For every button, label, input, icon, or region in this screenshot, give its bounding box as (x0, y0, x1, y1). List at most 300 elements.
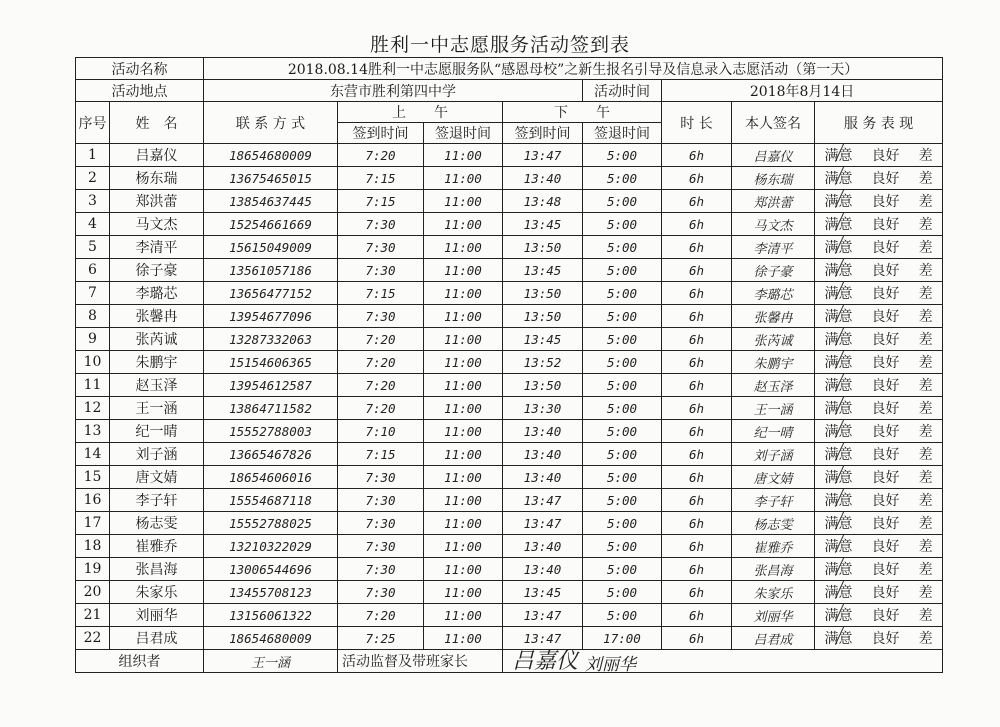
phone-cell: 13675465015 (204, 167, 338, 190)
pm-out-cell: 5:00 (583, 535, 662, 558)
pm-in-cell: 13:47 (503, 489, 583, 512)
am-out-cell: 11:00 (424, 190, 503, 213)
performance-satisfied: 满意 (825, 421, 853, 441)
name-cell: 张馨冉 (110, 305, 204, 328)
am-in-cell: 7:15 (338, 282, 424, 305)
performance-good: 良好 (871, 608, 900, 624)
performance-cell (815, 489, 943, 512)
activity-place-value: 东营市胜利第四中学 (204, 80, 583, 102)
phone-cell: 13156061322 (204, 604, 338, 627)
pm-in-cell: 13:30 (503, 397, 583, 420)
performance-poor: 差 (918, 424, 933, 440)
name-cell: 刘子涵 (110, 443, 204, 466)
performance-poor: 差 (918, 217, 933, 233)
duration-cell: 6h (662, 558, 732, 581)
am-in-cell: 7:20 (338, 144, 424, 167)
performance-cell (815, 305, 943, 328)
seq-cell: 4 (76, 213, 110, 236)
name-cell: 李清平 (110, 236, 204, 259)
pm-sign-in-header: 签到时间 (503, 123, 583, 144)
name-cell: 郑洪蕾 (110, 190, 204, 213)
phone-cell: 13954612587 (204, 374, 338, 397)
pm-out-cell: 5:00 (583, 397, 662, 420)
table-row (76, 420, 943, 443)
table-row (76, 144, 943, 167)
table-row (76, 213, 943, 236)
signature-cell: 刘丽华 (732, 604, 815, 627)
performance-satisfied: 满意 (825, 398, 853, 418)
signature-cell: 杨志雯 (732, 512, 815, 535)
phone-cell: 15615049009 (204, 236, 338, 259)
performance-cell (815, 466, 943, 489)
am-out-cell: 11:00 (424, 282, 503, 305)
duration-cell: 6h (662, 627, 732, 650)
supervisor-label: 活动监督及带班家长 (338, 650, 503, 673)
am-out-cell: 11:00 (424, 466, 503, 489)
am-in-cell: 7:20 (338, 604, 424, 627)
duration-cell: 6h (662, 144, 732, 167)
seq-cell: 11 (76, 374, 110, 397)
pm-out-cell: 5:00 (583, 604, 662, 627)
pm-in-cell: 13:45 (503, 213, 583, 236)
phone-cell: 13665467826 (204, 443, 338, 466)
am-out-cell: 11:00 (424, 328, 503, 351)
signature-cell: 吕嘉仪 (732, 144, 815, 167)
am-in-cell: 7:30 (338, 236, 424, 259)
pm-out-cell: 5:00 (583, 581, 662, 604)
duration-cell: 6h (662, 167, 732, 190)
table-row (76, 558, 943, 581)
name-cell: 朱家乐 (110, 581, 204, 604)
col-contact-header: 联 系 方 式 (204, 102, 338, 144)
performance-satisfied: 满意 (825, 352, 853, 372)
pm-out-cell: 5:00 (583, 558, 662, 581)
performance-good: 良好 (871, 516, 900, 532)
signature-cell: 吕君成 (732, 627, 815, 650)
am-in-cell: 7:10 (338, 420, 424, 443)
am-out-cell: 11:00 (424, 167, 503, 190)
performance-cell (815, 443, 943, 466)
activity-place-label: 活动地点 (76, 80, 204, 102)
performance-satisfied: 满意 (825, 168, 853, 188)
performance-satisfied: 满意 (825, 582, 853, 602)
signature-cell: 杨东瑞 (732, 167, 815, 190)
performance-cell (815, 328, 943, 351)
activity-name-value: 2018.08.14胜利一中志愿服务队“感恩母校”之新生报名引导及信息录入志愿活动（第一天） (204, 58, 943, 80)
performance-poor: 差 (918, 516, 933, 532)
duration-cell: 6h (662, 581, 732, 604)
pm-in-cell: 13:40 (503, 443, 583, 466)
pm-in-cell: 13:45 (503, 581, 583, 604)
signature-cell: 张馨冉 (732, 305, 815, 328)
pm-out-cell: 5:00 (583, 420, 662, 443)
am-in-cell: 7:30 (338, 213, 424, 236)
performance-good: 良好 (871, 562, 900, 578)
table-row (76, 397, 943, 420)
table-row (76, 443, 943, 466)
performance-poor: 差 (918, 585, 933, 601)
col-duration-header: 时 长 (662, 102, 732, 144)
am-out-cell: 11:00 (424, 259, 503, 282)
afternoon-header: 下 午 (503, 102, 662, 123)
signature-cell: 张芮诚 (732, 328, 815, 351)
am-out-cell: 11:00 (424, 558, 503, 581)
performance-poor: 差 (918, 286, 933, 302)
performance-good: 良好 (871, 470, 900, 486)
table-row (76, 535, 943, 558)
pm-in-cell: 13:40 (503, 466, 583, 489)
seq-cell: 7 (76, 282, 110, 305)
pm-in-cell: 13:50 (503, 374, 583, 397)
name-cell: 杨志雯 (110, 512, 204, 535)
performance-poor: 差 (918, 148, 933, 164)
performance-good: 良好 (871, 355, 900, 371)
name-cell: 纪一晴 (110, 420, 204, 443)
performance-poor: 差 (918, 493, 933, 509)
pm-in-cell: 13:52 (503, 351, 583, 374)
performance-satisfied: 满意 (825, 490, 853, 510)
performance-satisfied: 满意 (825, 605, 853, 625)
signature-cell: 崔雅乔 (732, 535, 815, 558)
seq-cell: 22 (76, 627, 110, 650)
signature-cell: 赵玉泽 (732, 374, 815, 397)
name-cell: 徐子豪 (110, 259, 204, 282)
pm-in-cell: 13:40 (503, 167, 583, 190)
am-sign-out-header: 签退时间 (424, 123, 503, 144)
phone-cell: 13864711582 (204, 397, 338, 420)
pm-in-cell: 13:40 (503, 535, 583, 558)
performance-good: 良好 (871, 539, 900, 555)
performance-poor: 差 (918, 309, 933, 325)
phone-cell: 18654606016 (204, 466, 338, 489)
col-seq-header: 序号 (76, 102, 110, 144)
performance-cell (815, 558, 943, 581)
duration-cell: 6h (662, 213, 732, 236)
seq-cell: 3 (76, 190, 110, 213)
performance-satisfied: 满意 (825, 237, 853, 257)
activity-name-label: 活动名称 (76, 58, 204, 80)
performance-cell (815, 167, 943, 190)
phone-cell: 13210322029 (204, 535, 338, 558)
pm-out-cell: 17:00 (583, 627, 662, 650)
supervisor-signature-2: 刘丽华 (585, 655, 636, 675)
table-row (76, 259, 943, 282)
performance-good: 良好 (871, 148, 900, 164)
duration-cell: 6h (662, 443, 732, 466)
seq-cell: 2 (76, 167, 110, 190)
performance-poor: 差 (918, 355, 933, 371)
seq-cell: 14 (76, 443, 110, 466)
performance-cell (815, 512, 943, 535)
organizer-label: 组织者 (76, 650, 204, 673)
table-row (76, 351, 943, 374)
pm-out-cell: 5:00 (583, 466, 662, 489)
performance-good: 良好 (871, 194, 900, 210)
seq-cell: 15 (76, 466, 110, 489)
performance-satisfied: 满意 (825, 214, 853, 234)
performance-good: 良好 (871, 217, 900, 233)
duration-cell: 6h (662, 489, 732, 512)
performance-poor: 差 (918, 378, 933, 394)
signature-cell: 张昌海 (732, 558, 815, 581)
duration-cell: 6h (662, 420, 732, 443)
pm-out-cell: 5:00 (583, 328, 662, 351)
signature-cell: 唐文婧 (732, 466, 815, 489)
table-row (76, 190, 943, 213)
pm-out-cell: 5:00 (583, 374, 662, 397)
organizer-value: 王一涵 (204, 650, 338, 673)
performance-cell (815, 236, 943, 259)
duration-cell: 6h (662, 604, 732, 627)
duration-cell: 6h (662, 259, 732, 282)
name-cell: 朱鹏宇 (110, 351, 204, 374)
phone-cell: 15154606365 (204, 351, 338, 374)
am-in-cell: 7:20 (338, 328, 424, 351)
performance-good: 良好 (871, 309, 900, 325)
performance-poor: 差 (918, 562, 933, 578)
performance-satisfied: 满意 (825, 628, 853, 648)
am-out-cell: 11:00 (424, 305, 503, 328)
pm-in-cell: 13:50 (503, 305, 583, 328)
am-out-cell: 11:00 (424, 604, 503, 627)
performance-poor: 差 (918, 401, 933, 417)
name-cell: 王一涵 (110, 397, 204, 420)
phone-cell: 13656477152 (204, 282, 338, 305)
pm-in-cell: 13:40 (503, 420, 583, 443)
table-row (76, 627, 943, 650)
phone-cell: 13287332063 (204, 328, 338, 351)
pm-in-cell: 13:50 (503, 236, 583, 259)
performance-good: 良好 (871, 286, 900, 302)
name-cell: 赵玉泽 (110, 374, 204, 397)
pm-in-cell: 13:48 (503, 190, 583, 213)
performance-good: 良好 (871, 332, 900, 348)
table-row (76, 512, 943, 535)
col-signature-header: 本人签名 (732, 102, 815, 144)
am-out-cell: 11:00 (424, 489, 503, 512)
am-in-cell: 7:20 (338, 351, 424, 374)
pm-in-cell: 13:47 (503, 512, 583, 535)
performance-cell (815, 259, 943, 282)
performance-satisfied: 满意 (825, 444, 853, 464)
name-cell: 张芮诚 (110, 328, 204, 351)
duration-cell: 6h (662, 282, 732, 305)
performance-cell (815, 397, 943, 420)
am-in-cell: 7:30 (338, 305, 424, 328)
am-in-cell: 7:30 (338, 489, 424, 512)
performance-poor: 差 (918, 263, 933, 279)
performance-cell (815, 190, 943, 213)
table-row (76, 581, 943, 604)
performance-poor: 差 (918, 631, 933, 647)
seq-cell: 17 (76, 512, 110, 535)
performance-good: 良好 (871, 240, 900, 256)
performance-poor: 差 (918, 332, 933, 348)
signature-cell: 朱家乐 (732, 581, 815, 604)
activity-name-row (76, 58, 943, 80)
performance-good: 良好 (871, 378, 900, 394)
duration-cell: 6h (662, 328, 732, 351)
col-name-header: 姓 名 (110, 102, 204, 144)
pm-out-cell: 5:00 (583, 144, 662, 167)
am-out-cell: 11:00 (424, 397, 503, 420)
am-in-cell: 7:30 (338, 581, 424, 604)
seq-cell: 18 (76, 535, 110, 558)
performance-satisfied: 满意 (825, 513, 853, 533)
performance-cell (815, 604, 943, 627)
am-in-cell: 7:30 (338, 259, 424, 282)
performance-good: 良好 (871, 401, 900, 417)
table-row (76, 374, 943, 397)
performance-good: 良好 (871, 493, 900, 509)
pm-out-cell: 5:00 (583, 259, 662, 282)
pm-in-cell: 13:45 (503, 259, 583, 282)
am-out-cell: 11:00 (424, 535, 503, 558)
seq-cell: 10 (76, 351, 110, 374)
am-out-cell: 11:00 (424, 374, 503, 397)
name-cell: 张昌海 (110, 558, 204, 581)
pm-out-cell: 5:00 (583, 512, 662, 535)
signature-cell: 朱鹏宇 (732, 351, 815, 374)
table-row (76, 604, 943, 627)
performance-good: 良好 (871, 631, 900, 647)
performance-cell (815, 374, 943, 397)
am-out-cell: 11:00 (424, 443, 503, 466)
phone-cell: 18654680009 (204, 144, 338, 167)
pm-sign-out-header: 签退时间 (583, 123, 662, 144)
am-in-cell: 7:20 (338, 374, 424, 397)
form-title: 胜利一中志愿服务活动签到表 (369, 34, 630, 56)
signin-table (75, 57, 943, 673)
pm-out-cell: 5:00 (583, 489, 662, 512)
am-out-cell: 11:00 (424, 581, 503, 604)
performance-satisfied: 满意 (825, 329, 853, 349)
activity-date-value: 2018年8月14日 (662, 80, 943, 102)
seq-cell: 1 (76, 144, 110, 167)
col-performance-header: 服 务 表 现 (815, 102, 943, 144)
performance-satisfied: 满意 (825, 283, 853, 303)
phone-cell: 13561057186 (204, 259, 338, 282)
name-cell: 崔雅乔 (110, 535, 204, 558)
am-in-cell: 7:30 (338, 512, 424, 535)
name-cell: 刘丽华 (110, 604, 204, 627)
performance-satisfied: 满意 (825, 306, 853, 326)
duration-cell: 6h (662, 305, 732, 328)
seq-cell: 19 (76, 558, 110, 581)
pm-out-cell: 5:00 (583, 305, 662, 328)
am-in-cell: 7:30 (338, 535, 424, 558)
phone-cell: 15254661669 (204, 213, 338, 236)
pm-in-cell: 13:47 (503, 604, 583, 627)
signature-cell: 刘子涵 (732, 443, 815, 466)
supervisor-signature-1: 吕嘉仪 (512, 649, 579, 674)
pm-out-cell: 5:00 (583, 213, 662, 236)
performance-satisfied: 满意 (825, 536, 853, 556)
name-cell: 马文杰 (110, 213, 204, 236)
signature-cell: 纪一晴 (732, 420, 815, 443)
seq-cell: 13 (76, 420, 110, 443)
seq-cell: 8 (76, 305, 110, 328)
pm-out-cell: 5:00 (583, 282, 662, 305)
pm-in-cell: 13:40 (503, 558, 583, 581)
am-sign-in-header: 签到时间 (338, 123, 424, 144)
performance-satisfied: 满意 (825, 260, 853, 280)
am-in-cell: 7:25 (338, 627, 424, 650)
performance-poor: 差 (918, 470, 933, 486)
phone-cell: 13455708123 (204, 581, 338, 604)
performance-good: 良好 (871, 424, 900, 440)
am-out-cell: 11:00 (424, 512, 503, 535)
seq-cell: 20 (76, 581, 110, 604)
performance-good: 良好 (871, 263, 900, 279)
table-row (76, 305, 943, 328)
seq-cell: 12 (76, 397, 110, 420)
am-out-cell: 11:00 (424, 420, 503, 443)
performance-good: 良好 (871, 447, 900, 463)
signature-cell: 李清平 (732, 236, 815, 259)
name-cell: 李子轩 (110, 489, 204, 512)
signature-cell: 马文杰 (732, 213, 815, 236)
duration-cell: 6h (662, 351, 732, 374)
phone-cell: 18654680009 (204, 627, 338, 650)
name-cell: 杨东瑞 (110, 167, 204, 190)
performance-poor: 差 (918, 447, 933, 463)
table-row (76, 466, 943, 489)
duration-cell: 6h (662, 374, 732, 397)
am-out-cell: 11:00 (424, 236, 503, 259)
table-row (76, 328, 943, 351)
performance-cell (815, 282, 943, 305)
am-in-cell: 7:30 (338, 558, 424, 581)
pm-out-cell: 5:00 (583, 236, 662, 259)
performance-poor: 差 (918, 171, 933, 187)
performance-satisfied: 满意 (825, 559, 853, 579)
performance-cell (815, 213, 943, 236)
table-row (76, 489, 943, 512)
performance-satisfied: 满意 (825, 467, 853, 487)
pm-in-cell: 13:45 (503, 328, 583, 351)
signature-cell: 李璐芯 (732, 282, 815, 305)
pm-out-cell: 5:00 (583, 167, 662, 190)
performance-cell (815, 351, 943, 374)
seq-cell: 6 (76, 259, 110, 282)
am-in-cell: 7:15 (338, 190, 424, 213)
performance-poor: 差 (918, 539, 933, 555)
am-out-cell: 11:00 (424, 144, 503, 167)
performance-cell (815, 420, 943, 443)
performance-satisfied: 满意 (825, 145, 853, 165)
duration-cell: 6h (662, 512, 732, 535)
pm-out-cell: 5:00 (583, 190, 662, 213)
phone-cell: 15552788003 (204, 420, 338, 443)
am-in-cell: 7:30 (338, 466, 424, 489)
duration-cell: 6h (662, 535, 732, 558)
performance-cell (815, 581, 943, 604)
duration-cell: 6h (662, 466, 732, 489)
am-out-cell: 11:00 (424, 351, 503, 374)
phone-cell: 13854637445 (204, 190, 338, 213)
table-row (76, 236, 943, 259)
duration-cell: 6h (662, 397, 732, 420)
name-cell: 唐文婧 (110, 466, 204, 489)
performance-poor: 差 (918, 240, 933, 256)
am-out-cell: 11:00 (424, 213, 503, 236)
pm-in-cell: 13:47 (503, 627, 583, 650)
am-out-cell: 11:00 (424, 627, 503, 650)
signature-cell: 徐子豪 (732, 259, 815, 282)
header-row-1 (76, 102, 943, 123)
signature-cell: 王一涵 (732, 397, 815, 420)
